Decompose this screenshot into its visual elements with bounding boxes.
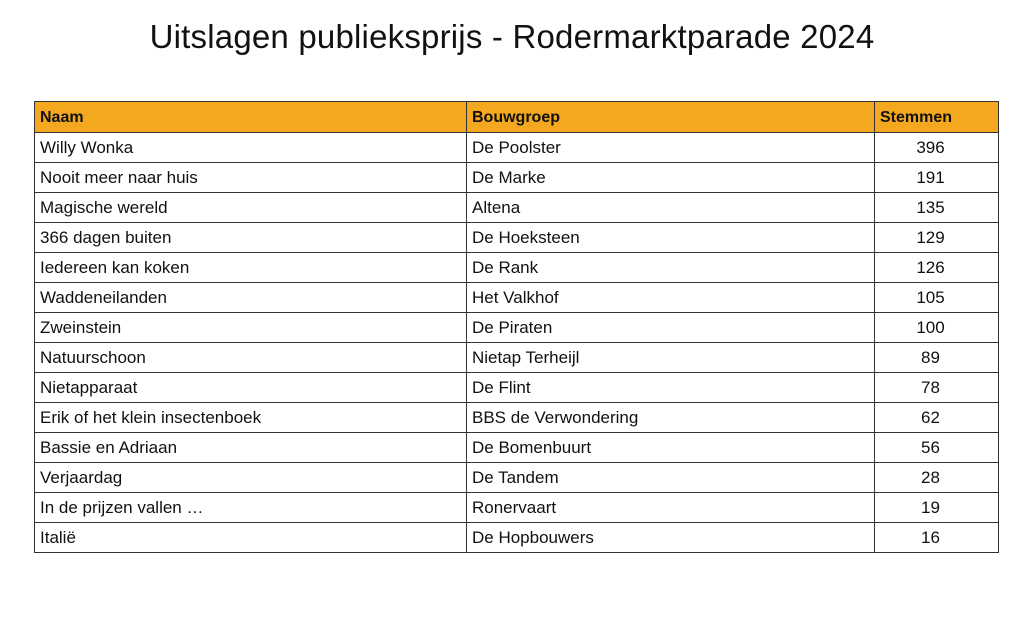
cell-stemmen: 396 bbox=[875, 133, 999, 163]
cell-stemmen: 28 bbox=[875, 463, 999, 493]
cell-bouwgroep: De Tandem bbox=[467, 463, 875, 493]
cell-bouwgroep: Het Valkhof bbox=[467, 283, 875, 313]
cell-naam: Bassie en Adriaan bbox=[35, 433, 467, 463]
cell-bouwgroep: Nietap Terheijl bbox=[467, 343, 875, 373]
cell-stemmen: 62 bbox=[875, 403, 999, 433]
cell-bouwgroep: De Rank bbox=[467, 253, 875, 283]
cell-naam: Magische wereld bbox=[35, 193, 467, 223]
table-row bbox=[35, 283, 999, 313]
cell-stemmen: 126 bbox=[875, 253, 999, 283]
table-row bbox=[35, 373, 999, 403]
table-row bbox=[35, 403, 999, 433]
cell-naam: Willy Wonka bbox=[35, 133, 467, 163]
cell-naam: Italië bbox=[35, 523, 467, 553]
table-row bbox=[35, 193, 999, 223]
table-row bbox=[35, 133, 999, 163]
cell-stemmen: 89 bbox=[875, 343, 999, 373]
table-row bbox=[35, 223, 999, 253]
cell-naam: In de prijzen vallen … bbox=[35, 493, 467, 523]
cell-bouwgroep: De Marke bbox=[467, 163, 875, 193]
table-body bbox=[35, 133, 999, 553]
table-row bbox=[35, 493, 999, 523]
cell-stemmen: 56 bbox=[875, 433, 999, 463]
table-row bbox=[35, 253, 999, 283]
cell-bouwgroep: De Flint bbox=[467, 373, 875, 403]
cell-stemmen: 135 bbox=[875, 193, 999, 223]
cell-stemmen: 78 bbox=[875, 373, 999, 403]
column-header-bouwgroep: Bouwgroep bbox=[467, 102, 875, 133]
cell-naam: Erik of het klein insectenboek bbox=[35, 403, 467, 433]
cell-bouwgroep: De Piraten bbox=[467, 313, 875, 343]
column-header-stemmen: Stemmen bbox=[875, 102, 999, 133]
page-title: Uitslagen publieksprijs - Rodermarktparade 2024 bbox=[149, 18, 875, 55]
cell-bouwgroep: BBS de Verwondering bbox=[467, 403, 875, 433]
table-row bbox=[35, 523, 999, 553]
table-row bbox=[35, 463, 999, 493]
table-row bbox=[35, 433, 999, 463]
table-row bbox=[35, 163, 999, 193]
cell-bouwgroep: De Poolster bbox=[467, 133, 875, 163]
cell-naam: Waddeneilanden bbox=[35, 283, 467, 313]
cell-stemmen: 19 bbox=[875, 493, 999, 523]
cell-bouwgroep: Altena bbox=[467, 193, 875, 223]
cell-stemmen: 129 bbox=[875, 223, 999, 253]
cell-naam: Verjaardag bbox=[35, 463, 467, 493]
cell-bouwgroep: De Hoeksteen bbox=[467, 223, 875, 253]
cell-stemmen: 191 bbox=[875, 163, 999, 193]
cell-naam: Iedereen kan koken bbox=[35, 253, 467, 283]
cell-naam: Zweinstein bbox=[35, 313, 467, 343]
cell-naam: Nooit meer naar huis bbox=[35, 163, 467, 193]
cell-bouwgroep: De Hopbouwers bbox=[467, 523, 875, 553]
cell-stemmen: 100 bbox=[875, 313, 999, 343]
cell-naam: Natuurschoon bbox=[35, 343, 467, 373]
table-row bbox=[35, 343, 999, 373]
table-row bbox=[35, 313, 999, 343]
cell-bouwgroep: De Bomenbuurt bbox=[467, 433, 875, 463]
cell-stemmen: 16 bbox=[875, 523, 999, 553]
cell-bouwgroep: Ronervaart bbox=[467, 493, 875, 523]
cell-naam: 366 dagen buiten bbox=[35, 223, 467, 253]
cell-naam: Nietapparaat bbox=[35, 373, 467, 403]
results-table bbox=[34, 101, 999, 553]
table-header bbox=[35, 102, 999, 133]
cell-stemmen: 105 bbox=[875, 283, 999, 313]
header-row bbox=[35, 102, 999, 133]
column-header-naam: Naam bbox=[35, 102, 467, 133]
